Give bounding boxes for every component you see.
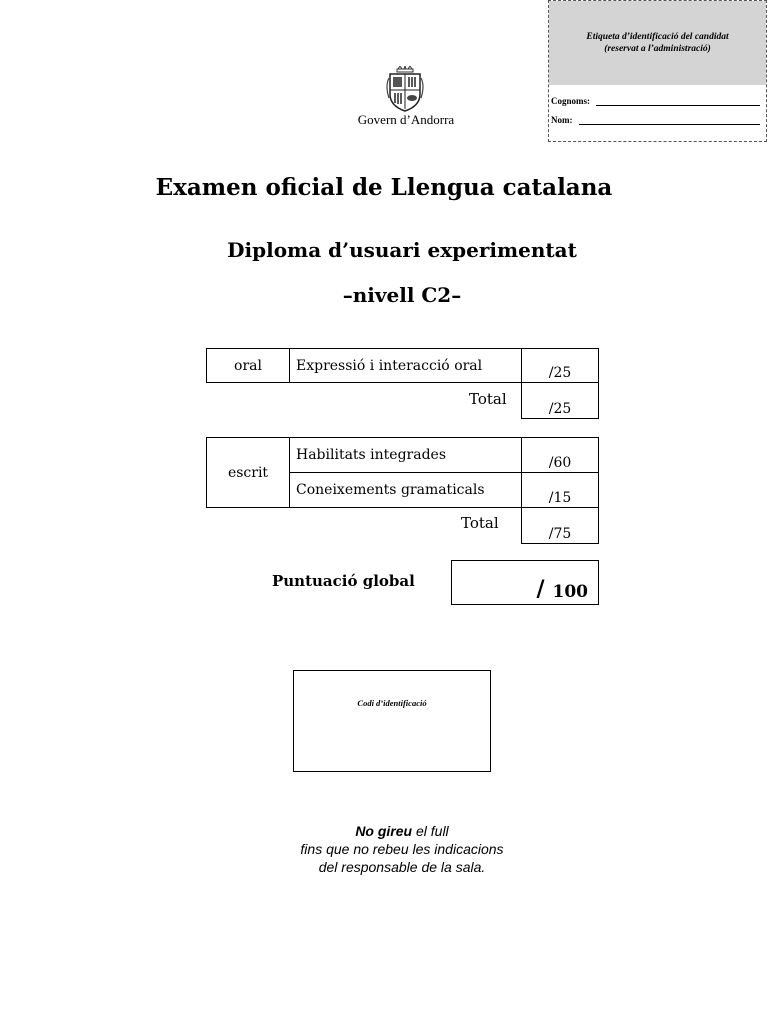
candidate-label-title: Etiqueta d’identificació del candidat <box>586 32 729 42</box>
instruction-note <box>0 822 768 876</box>
written-total-label: Total <box>461 514 499 532</box>
andorra-crest-icon <box>383 66 427 112</box>
oral-row-label: Expressió i interacció oral <box>296 358 483 374</box>
identification-code-label: Codi d’identificació <box>357 698 427 708</box>
candidate-label-box <box>548 0 767 142</box>
oral-total-cell[interactable] <box>521 382 599 419</box>
global-score-box[interactable] <box>451 560 599 605</box>
written-score-cell[interactable] <box>521 472 599 508</box>
level-label: –nivell C2– <box>342 283 462 307</box>
surname-field[interactable] <box>551 96 760 106</box>
written-row-label-cell <box>289 437 522 473</box>
surname-label: Cognoms: <box>551 96 591 106</box>
written-row-label-cell <box>289 472 522 508</box>
instruction-emphasis: No gireu <box>355 823 413 839</box>
written-score-cell[interactable] <box>521 437 599 473</box>
candidate-label-header <box>549 1 766 85</box>
global-score-max: 100 <box>552 582 588 602</box>
oral-score: /25 <box>548 365 572 381</box>
written-row-label: Coneixements gramaticals <box>296 482 485 498</box>
government-name: Govern d’Andorra <box>357 112 455 127</box>
name-field[interactable] <box>551 115 760 125</box>
written-section-cell <box>206 437 290 508</box>
candidate-label-note: (reservat a l’administració) <box>604 44 711 54</box>
instruction-line-2: fins que no rebeu les indicacions <box>300 841 504 857</box>
written-row-label: Habilitats integrades <box>296 447 447 463</box>
identification-code-box[interactable] <box>293 670 491 772</box>
name-label: Nom: <box>551 115 573 125</box>
instruction-line-1 <box>0 822 768 840</box>
written-score: /15 <box>548 490 572 506</box>
instruction-line-1-rest: el full <box>412 823 449 839</box>
oral-total-label: Total <box>469 390 507 408</box>
name-line[interactable] <box>579 116 761 125</box>
surname-line[interactable] <box>596 97 760 106</box>
global-score-label: Puntuació global <box>272 572 415 590</box>
oral-score-cell[interactable] <box>521 348 599 383</box>
written-section-label: escrit <box>227 464 269 481</box>
oral-total-score: /25 <box>548 401 572 417</box>
exam-title: Examen oficial de Llengua catalana <box>155 174 613 201</box>
instruction-line-3: del responsable de la sala. <box>318 859 486 875</box>
global-score-slash: / <box>536 576 545 602</box>
oral-row-label-cell <box>289 348 522 383</box>
oral-section-label: oral <box>234 357 262 374</box>
written-total-cell[interactable] <box>521 507 599 544</box>
diploma-subtitle: Diploma d’usuari experimentat <box>227 238 577 262</box>
written-score: /60 <box>548 455 572 471</box>
oral-section-cell <box>206 348 290 383</box>
written-total-score: /75 <box>548 526 572 542</box>
